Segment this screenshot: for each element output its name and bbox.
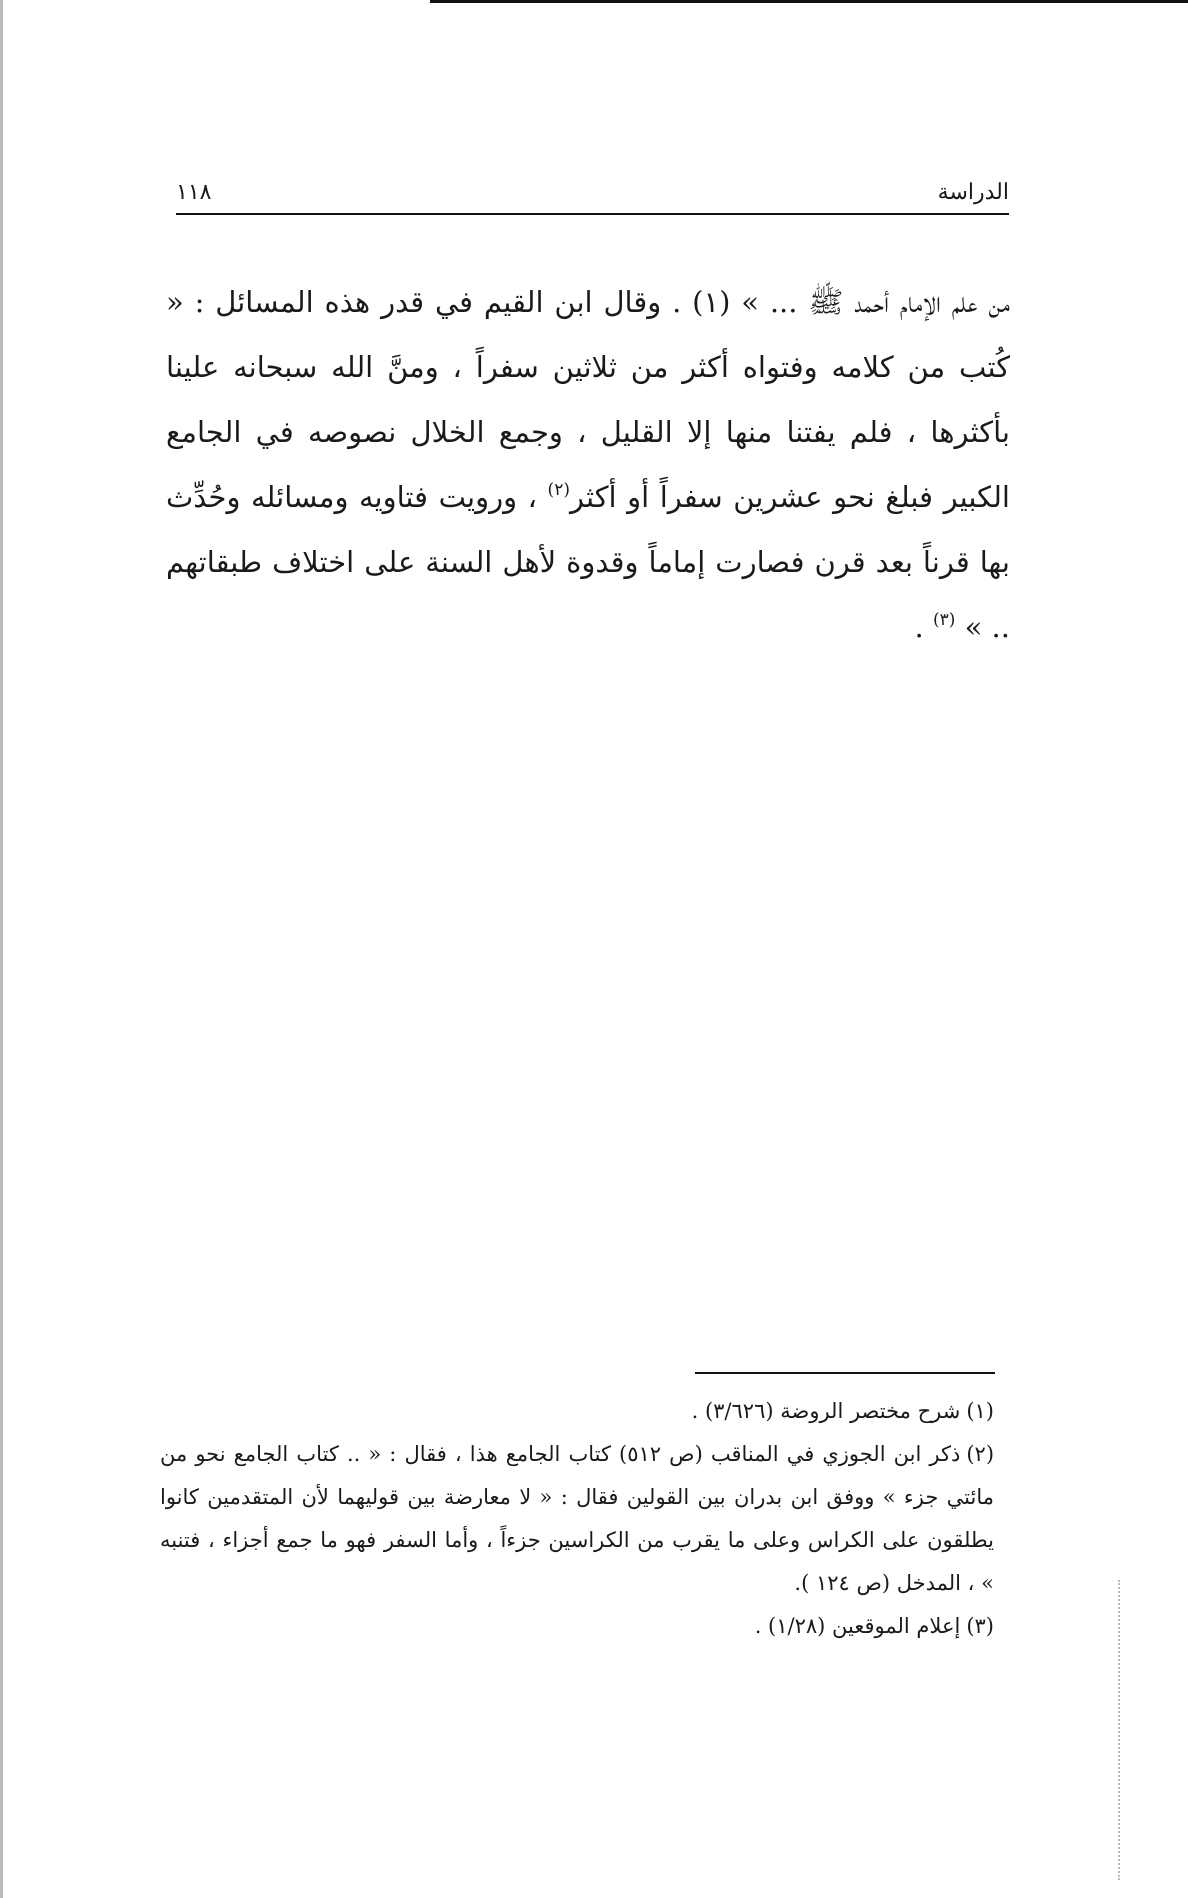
footnote-3: [160, 1605, 994, 1648]
footnote-ref-3: (٣): [932, 610, 956, 630]
section-title: الدراسة: [937, 180, 1009, 205]
main-text: [166, 270, 1010, 660]
footnote-text: شرح مختصر الروضة (٣/٦٢٦) .: [691, 1399, 961, 1423]
header-rule: [176, 213, 1009, 215]
footnote-number: (٣): [966, 1614, 994, 1638]
scan-left-edge: [0, 0, 3, 1898]
footnote-ref-2: (٢): [547, 480, 570, 500]
footnote-number: (٢): [966, 1442, 995, 1466]
footnotes: [160, 1390, 994, 1648]
paragraph-part-1: من علم الإمام أحمد ﷺ ... » (١) . وقال ابن القيم في قدر هذه المسائل : « كُتب من كلامه وفتواه أكثر من ثلاثين سفراً ، ومنَّ الله سبحانه علينا بأكثرها ، فلم يفتنا منها إلا القليل ، وجمع الخلال نصوصه في الجامع الكبير فبلغ نحو عشرين سفراً أو أكثر: [166, 285, 1010, 514]
footnote-2: [160, 1433, 994, 1605]
footnote-1: [160, 1390, 994, 1433]
footnote-text: ذكر ابن الجوزي في المناقب (ص ٥١٢) كتاب الجامع هذا ، فقال : « .. كتاب الجامع نحو من مائتي جزء » ووفق ابن بدران بين القولين فقال : « لا معارضة بين قوليهما لأن المتقدمين كانوا يطلقون على الكراس وعلى ما يقرب من الكراسين جزءاً ، وأما السفر فهو ما جمع أجزاء ، فتنبه » ، المدخل (ص ١٢٤ ).: [160, 1442, 994, 1595]
paragraph-end: .: [914, 610, 933, 644]
page-number: ١١٨: [176, 180, 212, 205]
main-paragraph: [166, 270, 1010, 660]
running-header: [176, 176, 1009, 212]
footnote-number: (١): [966, 1399, 994, 1423]
footnote-separator: [695, 1372, 995, 1374]
scan-edge-line: [430, 0, 1188, 3]
paragraph-part-2: ، ورويت فتاويه ومسائله وحُدِّث بها قرناً بعد قرن فصارت إماماً وقدوة لأهل السنة على اختلاف طبقاتهم .. »: [166, 480, 1010, 644]
footnote-text: إعلام الموقعين (١/٢٨) .: [754, 1614, 961, 1638]
scan-margin-dots: [1118, 1580, 1122, 1880]
